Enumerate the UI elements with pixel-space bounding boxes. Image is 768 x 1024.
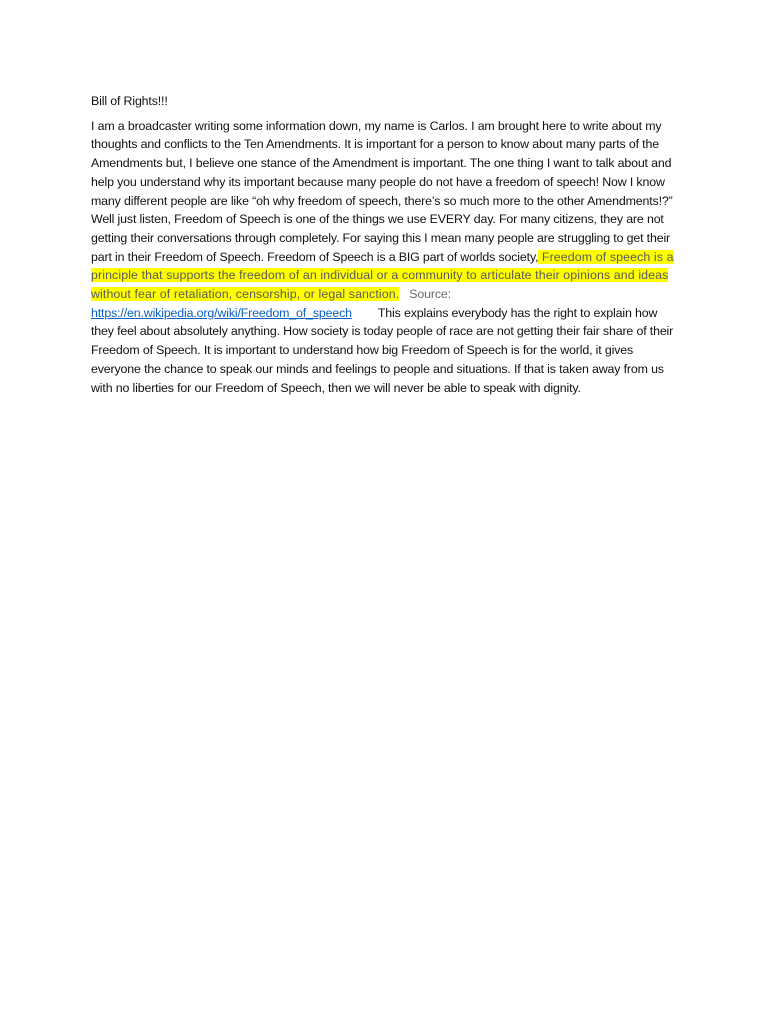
paragraph-text-conclusion: This explains everybody has the right to explain how they feel about absolutely anything. How society is today people of race are not getting their fair share of their Freedom of Speech. It is important to understand how big Freedom of Speech is for the world, it gives everyone the chance to speak our minds and feelings to people and situations. If that is taken away from us with no liberties for our Freedom of Speech, then we will never be able to speak with dignity. bbox=[91, 305, 674, 395]
paragraph-text-intro: I am a broadcaster writing some information down, my name is Carlos. I am brought here to write about my thoughts and conflicts to the Ten Amendments. It is important for a person to know about many parts of the Amendments but, I believe one stance of the Amendment is important. The one thing I want to talk about and help you understand why its important because many people do not have a freedom of speech! Now I know many different people are like “oh why freedom of speech, there’s so much more to the other Amendments!?” Well just listen, Freedom of Speech is one of the things we use EVERY day. For many citizens, they are not getting their conversations through completely. For saying this I mean many people are struggling to get their part in their Freedom of Speech. Freedom of Speech is a BIG part of worlds society, bbox=[91, 118, 673, 264]
highlighted-quote: Freedom of speech is a principle that supports the freedom of an individual or a community to articulate their opinions and ideas without fear of retaliation, censorship, or legal sanction. bbox=[91, 249, 674, 302]
document-body bbox=[91, 92, 683, 397]
source-link[interactable]: https://en.wikipedia.org/wiki/Freedom_of_speech bbox=[91, 305, 352, 320]
source-label: Source: bbox=[409, 287, 451, 302]
essay-paragraph bbox=[91, 117, 683, 398]
document-title: Bill of Rights!!! bbox=[91, 94, 168, 108]
